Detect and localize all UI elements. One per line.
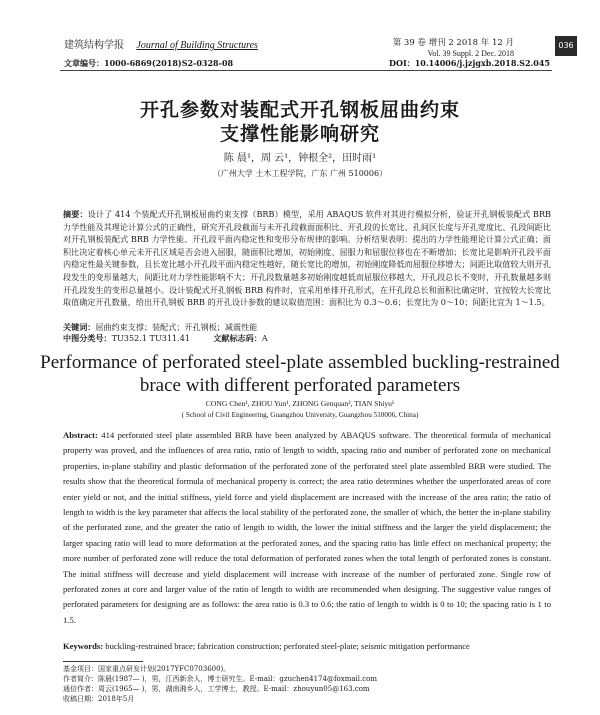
- clc-label: 中图分类号：: [63, 333, 112, 343]
- footnote-funding: 基金项目：国家重点研发计划(2017YFC0703600)。: [63, 665, 231, 673]
- footnote-author: 作者简介：陈晨(1987— )，男，江西新余人，博士研究生。E-mail：gzuchen4174@foxmail.com: [63, 675, 378, 683]
- abstract-en-label: Abstract:: [63, 430, 98, 440]
- doi-value: 10.14006/j.jzjgxb.2018.S2.045: [414, 58, 550, 68]
- issue-cn: 第 39 卷 增刊 2 2018 年 12 月: [392, 38, 514, 48]
- authors-en: CONG Chen¹, ZHOU Yun¹, ZHONG Genquan², TIAN Shiyu¹: [205, 399, 395, 408]
- keywords-cn: [63, 322, 551, 333]
- title-en-line1: Performance of perforated steel-plate assembled buckling-restrained: [40, 352, 560, 373]
- footnote-rule: [63, 661, 143, 662]
- abstract-cn: [63, 208, 551, 309]
- article-number-label: 文章编号：: [64, 58, 104, 68]
- title-cn-line2: 支撑性能影响研究: [219, 123, 380, 145]
- doc-code-value: A: [261, 333, 268, 343]
- footnote-corresponding: 通信作者：周云(1965— )，男，湖南湘乡人，工学博士，教授。E-mail：zhouyun05@163.com: [63, 685, 370, 693]
- title-cn-line1: 开孔参数对装配式开孔钢板屈曲约束: [139, 99, 460, 121]
- keywords-en-label: Keywords:: [63, 641, 104, 651]
- abstract-cn-label: 摘要：: [63, 209, 88, 219]
- article-number: [64, 58, 233, 69]
- abstract-en-text: 414 perforated steel plate assembled BRB have been analyzed by ABAQUS software. The theoretical formula of mechanical property was proved, and the influences of area ratio, ratio of length to width, spacing ratio and number of perforated zone on mechanical properties, in-plane stability and plastic deformation of the perforated zone of the perforated steel plate assembled BRB were studied. The results show that the theoretical formula of mechanical property is correct; the area ratio determines whether the unperforated areas of core enter yield or not, and the initial stiffness, yield force and yield displacement are increased with the increase of the area ratio; the ratio of length to width is the key parameter that affects the local stability of the perforated zone, the smaller of which, the better the in-plane stability of the perforated zone, and the greater the ratio of length to width, the lower the initial stiffness and the larger the yield displacement; the larger spacing ratio will lead to more deformation at the perforated zones, and the spacing ratio has little effect on mechanical property; the more number of perforated zone will reduce the total deformation of perforated zones when the total length of perforated zones is constant. The initial stiffness will decrease and yield displacement will increase with increase of the number of perforated zone. Single row of perforated zones at core and larger value of the ratio of length to width are recommended when designing. The suggestive value ranges of perforated parameters for designing are as follows: the area ratio is 0.3 to 0.6; the ratio of length to width is 0 to 10; the spacing ratio is 1 to 1.5.: [63, 430, 551, 625]
- keywords-en-text: buckling-restrained brace; fabrication construction; perforated steel-plate; seismic mitigation performance: [105, 641, 470, 651]
- journal-name-en: Journal of Building Structures: [136, 40, 258, 51]
- affiliation-cn: （广州大学 土木工程学院，广东 广州 510006）: [212, 169, 388, 178]
- authors-cn: 陈 晨¹，周 云¹，钟根全²，田时雨¹: [223, 153, 377, 164]
- doi: [389, 58, 550, 69]
- keywords-en: [63, 640, 551, 652]
- title-en-line2: brace with different perforated parameters: [139, 375, 461, 396]
- keywords-cn-text: 屈曲约束支撑；装配式；开孔钢板；减震性能: [95, 322, 258, 332]
- article-number-value: 1000-6869(2018)S2-0328-08: [104, 58, 234, 68]
- journal-name-cn: 建筑结构学报: [64, 40, 124, 51]
- issue-en: Vol. 39 Suppl. 2 Dec. 2018: [427, 49, 514, 58]
- keywords-cn-label: 关键词：: [63, 322, 96, 332]
- header-rule: [60, 70, 552, 71]
- abstract-cn-text: 设计了 414 个装配式开孔钢板屈曲约束支撑（BRB）模型，采用 ABAQUS 软件对其进行模拟分析，验证开孔钢板装配式 BRB 力学性能及其理论计算公式的正确性，研究开孔段截面与未开孔段截面面积比、开孔段的长宽比、孔间区长度与开孔宽度比、孔段间距比对开孔钢板装配式 BRB 力学性能、开孔段平面内稳定性和变形分布规律的影响。分析结果表明：提出的力学性能理论计算公式正确；面积比决定着核心单元未开孔区域是否会进入屈服，随面积比增加，初始刚度、屈服力和屈服位移也在不断增加；长宽比是影响开孔段平面内稳定性最关键参数，且长宽比越小开孔段平面内稳定性越好，随长宽比的增加，初始刚度降低而屈服位移增大；间距比取值较大则开孔段发生的变形量越大，间距比对力学性能影响不大；开孔段数量越多初始刚度越低而屈服位移越大，开孔段总长不变时，开孔数量越多则开孔段发生的变形总量越小。设计装配式开孔钢板 BRB 构件时，宜采用单排开孔形式，在开孔段总长和面积比确定时，宜按较大长宽比取值确定开孔数量，给出开孔钢板 BRB 的开孔设计参数的建议取值范围：面积比为 0.3～0.6；长宽比为 0～10；间距比宜为 1～1.5。: [63, 209, 551, 308]
- affiliation-en: ( School of Civil Engineering, Guangzhou University, Guangzhou 510006, China): [181, 411, 419, 419]
- journal-logo: 036: [555, 36, 577, 56]
- clc-value: TU352.1 TU311.41: [111, 333, 191, 343]
- classification-line: [63, 333, 551, 344]
- journal-name: [64, 40, 258, 52]
- abstract-en: [63, 428, 551, 628]
- footnote-received: 收稿日期：2018年5月: [63, 695, 135, 703]
- doc-code-label: 文献标志码：: [213, 333, 262, 343]
- doi-label: DOI：: [389, 58, 415, 68]
